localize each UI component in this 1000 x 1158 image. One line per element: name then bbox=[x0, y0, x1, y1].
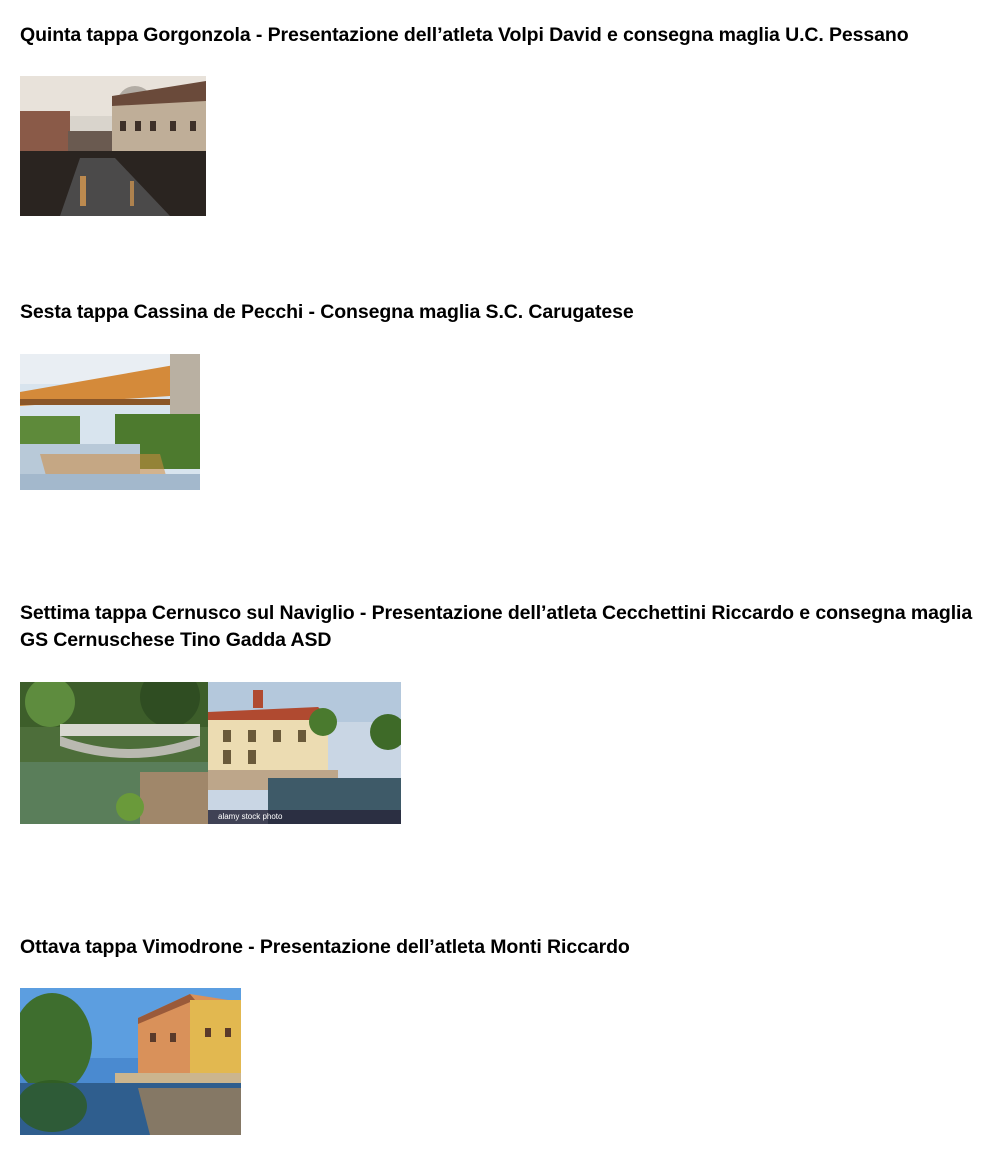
canal-town-photo bbox=[20, 76, 206, 216]
canal-villa-photo bbox=[208, 682, 401, 824]
canal-houses-photo bbox=[20, 988, 241, 1135]
section-title-cernusco: Settima tappa Cernusco sul Naviglio - Presentazione dell’atleta Cecchettini Riccardo e consegna maglia GS Cernuschese Tino Gadda ASD bbox=[20, 602, 973, 651]
photo-watermark: alamy stock photo bbox=[208, 810, 401, 824]
canal-bridge-photo bbox=[20, 354, 200, 490]
section-title-gorgonzola: Quinta tappa Gorgonzola - Presentazione dell’atleta Volpi David e consegna maglia U.C. Pessano bbox=[20, 24, 909, 46]
canal-footbridge-photo bbox=[20, 682, 208, 824]
section-title-vimodrone: Ottava tappa Vimodrone - Presentazione dell’atleta Monti Riccardo bbox=[20, 936, 630, 958]
section-title-cassina: Sesta tappa Cassina de Pecchi - Consegna maglia S.C. Carugatese bbox=[20, 301, 634, 323]
